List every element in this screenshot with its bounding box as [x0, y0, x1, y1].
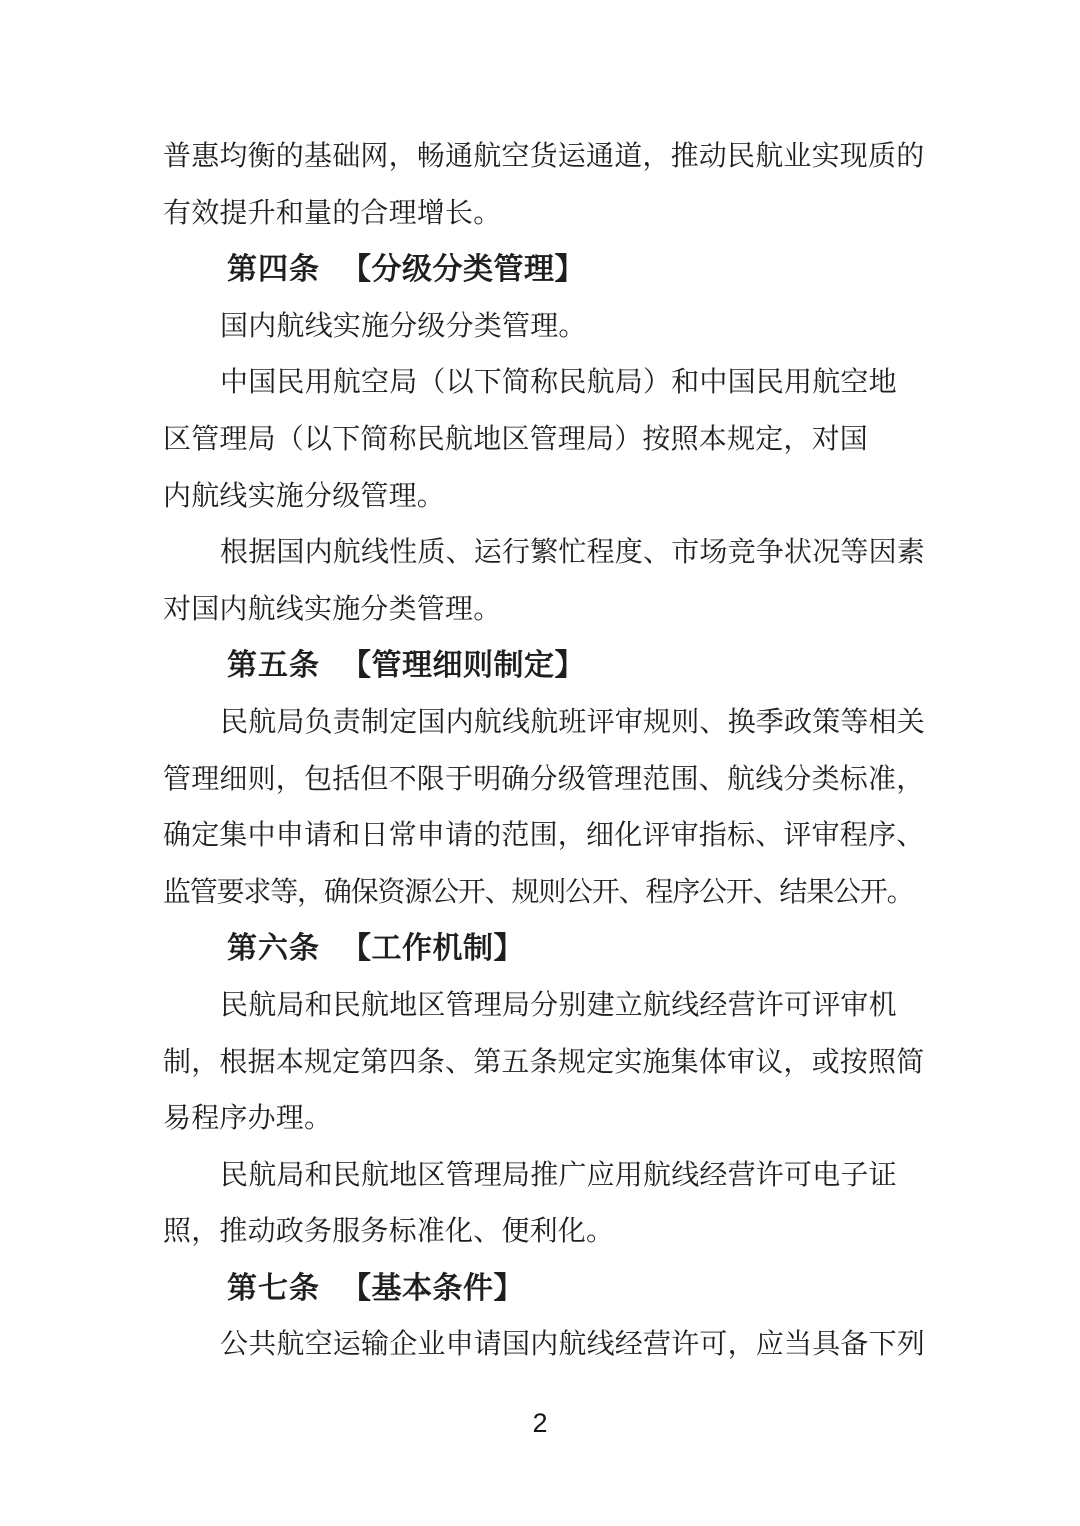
article-4-heading: [163, 242, 921, 299]
article-number: 第四条: [227, 253, 320, 287]
paragraph-line: 普惠均衡的基础网，畅通航空货运通道，推动民航业实现质的: [163, 141, 925, 172]
page-number: 2: [532, 1408, 548, 1438]
paragraph-line: 内航线实施分级管理。: [163, 480, 446, 512]
article-title: 【工作机制】: [341, 932, 524, 966]
paragraph-line: 公共航空运输企业申请国内航线经营许可，应当具备下列: [220, 1329, 926, 1361]
article-title: 【管理细则制定】: [341, 649, 585, 683]
paragraph-line: 区管理局（以下简称民航地区管理局）按照本规定，对国: [163, 423, 869, 455]
paragraph-line: 中国民用航空局（以下简称民航局）和中国民用航空地: [220, 367, 897, 399]
paragraph-line: 民航局负责制定国内航线航班评审规则、换季政策等相关: [220, 706, 926, 738]
document-body: [163, 129, 926, 1374]
paragraph-line: 照，推动政务服务标准化、便利化。: [163, 1216, 615, 1248]
paragraph-line: 民航局和民航地区管理局分别建立航线经营许可评审机: [220, 989, 897, 1021]
paragraph-line: 监管要求等，确保资源公开、规则公开、程序公开、结果公开。: [163, 876, 914, 908]
article-title: 【基本条件】: [341, 1271, 524, 1305]
paragraph-line: 制，根据本规定第四条、第五条规定实施集体审议，或按照简: [163, 1046, 925, 1078]
article-number: 第六条: [227, 932, 320, 966]
article-6-heading: [163, 921, 921, 978]
article-number: 第五条: [227, 649, 320, 683]
article-5-heading: [163, 638, 921, 695]
paragraph-line: 根据国内航线性质、运行繁忙程度、市场竞争状况等因素: [220, 537, 926, 569]
article-7-heading: [163, 1261, 921, 1318]
article-number: 第七条: [227, 1271, 320, 1305]
paragraph-line: 确定集中申请和日常申请的范围，细化评审指标、评审程序、: [163, 820, 925, 852]
paragraph-line: 民航局和民航地区管理局推广应用航线经营许可电子证: [220, 1159, 897, 1191]
article-title: 【分级分类管理】: [341, 253, 585, 287]
paragraph-line: 有效提升和量的合理增长。: [163, 197, 502, 229]
paragraph-line: 国内航线实施分级分类管理。: [220, 310, 587, 342]
paragraph-line: 易程序办理。: [163, 1103, 333, 1135]
paragraph-line: 管理细则，包括但不限于明确分级管理范围、航线分类标准，: [163, 763, 925, 795]
paragraph-line: 对国内航线实施分类管理。: [163, 593, 502, 625]
